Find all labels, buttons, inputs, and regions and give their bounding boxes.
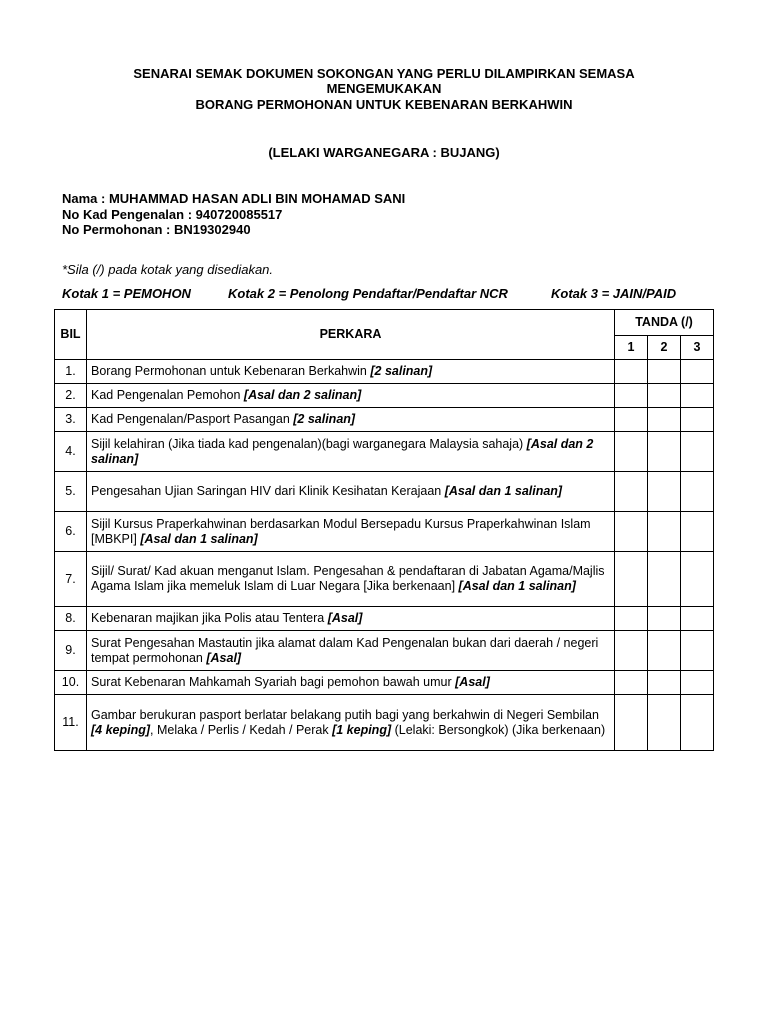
document-title-line3: BORANG PERMOHONAN UNTUK KEBENARAN BERKAHWIN — [195, 97, 573, 112]
row-description: Surat Pengesahan Mastautin jika alamat dalam Kad Pengenalan bukan dari daerah / negeri tempat permohonan [Asal] — [87, 631, 615, 671]
checkbox-pemohon[interactable] — [615, 631, 648, 671]
row-number: 1. — [55, 360, 87, 384]
row-description: Pengesahan Ujian Saringan HIV dari Klinik Kesihatan Kerajaan [Asal dan 1 salinan] — [87, 472, 615, 512]
checkbox-pendaftar[interactable] — [648, 360, 681, 384]
checkbox-pendaftar[interactable] — [648, 607, 681, 631]
checkbox-pemohon[interactable] — [615, 512, 648, 552]
table-row — [55, 512, 714, 552]
checkbox-pemohon[interactable] — [615, 607, 648, 631]
checkbox-pendaftar[interactable] — [648, 552, 681, 607]
row-number: 2. — [55, 384, 87, 408]
table-row — [55, 472, 714, 512]
row-number: 8. — [55, 607, 87, 631]
checkbox-jain[interactable] — [681, 360, 714, 384]
header-bil: BIL — [55, 310, 87, 360]
row-number: 5. — [55, 472, 87, 512]
table-row — [55, 631, 714, 671]
table-row — [55, 695, 714, 751]
checkbox-pemohon[interactable] — [615, 432, 648, 472]
document-title-line1: SENARAI SEMAK DOKUMEN SOKONGAN YANG PERLU DILAMPIRKAN SEMASA — [133, 66, 635, 81]
checkbox-pemohon[interactable] — [615, 552, 648, 607]
applicant-ic: No Kad Pengenalan : 940720085517 — [62, 207, 283, 222]
checkbox-pendaftar[interactable] — [648, 695, 681, 751]
row-description: Borang Permohonan untuk Kebenaran Berkahwin [2 salinan] — [87, 360, 615, 384]
row-description: Sijil/ Surat/ Kad akuan menganut Islam. Pengesahan & pendaftaran di Jabatan Agama/Majlis Agama Islam jika memeluk Islam di Luar Negara [Jika berkenaan] [Asal dan 1 salinan] — [87, 552, 615, 607]
checkbox-jain[interactable] — [681, 552, 714, 607]
application-number: No Permohonan : BN19302940 — [62, 222, 251, 237]
header-tanda: TANDA (/) — [615, 310, 714, 336]
table-row — [55, 607, 714, 631]
checkbox-pemohon[interactable] — [615, 360, 648, 384]
kotak1-legend: Kotak 1 = PEMOHON — [62, 286, 191, 301]
checkbox-pendaftar[interactable] — [648, 472, 681, 512]
checkbox-pendaftar[interactable] — [648, 631, 681, 671]
checkbox-jain[interactable] — [681, 512, 714, 552]
kotak3-legend: Kotak 3 = JAIN/PAID — [551, 286, 677, 301]
row-number: 11. — [55, 695, 87, 751]
checkbox-pendaftar[interactable] — [648, 432, 681, 472]
header-box-3: 3 — [681, 336, 714, 360]
row-description: Kad Pengenalan/Pasport Pasangan [2 salinan] — [87, 408, 615, 432]
table-row — [55, 384, 714, 408]
row-description: Kad Pengenalan Pemohon [Asal dan 2 salinan] — [87, 384, 615, 408]
kotak2-legend: Kotak 2 = Penolong Pendaftar/Pendaftar NCR — [228, 286, 508, 301]
checkbox-jain[interactable] — [681, 671, 714, 695]
row-number: 6. — [55, 512, 87, 552]
row-description: Surat Kebenaran Mahkamah Syariah bagi pemohon bawah umur [Asal] — [87, 671, 615, 695]
table-row — [55, 552, 714, 607]
row-description: Sijil kelahiran (Jika tiada kad pengenalan)(bagi warganegara Malaysia sahaja) [Asal dan 2 salinan] — [87, 432, 615, 472]
checkbox-pendaftar[interactable] — [648, 512, 681, 552]
checkbox-pendaftar[interactable] — [648, 671, 681, 695]
document-title-line2: MENGEMUKAKAN — [326, 81, 442, 96]
table-row — [55, 671, 714, 695]
checkbox-pendaftar[interactable] — [648, 384, 681, 408]
checkbox-pemohon[interactable] — [615, 671, 648, 695]
checkbox-jain[interactable] — [681, 695, 714, 751]
header-perkara: PERKARA — [87, 310, 615, 360]
checkbox-jain[interactable] — [681, 631, 714, 671]
checkbox-jain[interactable] — [681, 472, 714, 512]
table-row — [55, 432, 714, 472]
checkbox-pendaftar[interactable] — [648, 408, 681, 432]
applicant-name: Nama : MUHAMMAD HASAN ADLI BIN MOHAMAD SANI — [62, 191, 406, 206]
table-row — [55, 360, 714, 384]
header-box-1: 1 — [615, 336, 648, 360]
checkbox-pemohon[interactable] — [615, 408, 648, 432]
checkbox-pemohon[interactable] — [615, 384, 648, 408]
checkbox-pemohon[interactable] — [615, 695, 648, 751]
row-number: 3. — [55, 408, 87, 432]
row-number: 7. — [55, 552, 87, 607]
row-number: 4. — [55, 432, 87, 472]
checkbox-jain[interactable] — [681, 432, 714, 472]
table-row — [55, 408, 714, 432]
instruction-note: *Sila (/) pada kotak yang disediakan. — [62, 262, 274, 277]
checkbox-pemohon[interactable] — [615, 472, 648, 512]
applicant-category: (LELAKI WARGANEGARA : BUJANG) — [268, 145, 500, 160]
row-description: Sijil Kursus Praperkahwinan berdasarkan Modul Bersepadu Kursus Praperkahwinan Islam [MBKPI] [Asal dan 1 salinan] — [87, 512, 615, 552]
checklist-table — [54, 309, 714, 751]
checkbox-jain[interactable] — [681, 384, 714, 408]
row-number: 9. — [55, 631, 87, 671]
row-number: 10. — [55, 671, 87, 695]
checkbox-jain[interactable] — [681, 408, 714, 432]
row-description: Kebenaran majikan jika Polis atau Tentera [Asal] — [87, 607, 615, 631]
checkbox-jain[interactable] — [681, 607, 714, 631]
row-description: Gambar berukuran pasport berlatar belakang putih bagi yang berkahwin di Negeri Sembilan [4 keping], Melaka / Perlis / Kedah / Perak [1 keping] (Lelaki: Bersongkok) (Jika berkenaan) — [87, 695, 615, 751]
header-box-2: 2 — [648, 336, 681, 360]
